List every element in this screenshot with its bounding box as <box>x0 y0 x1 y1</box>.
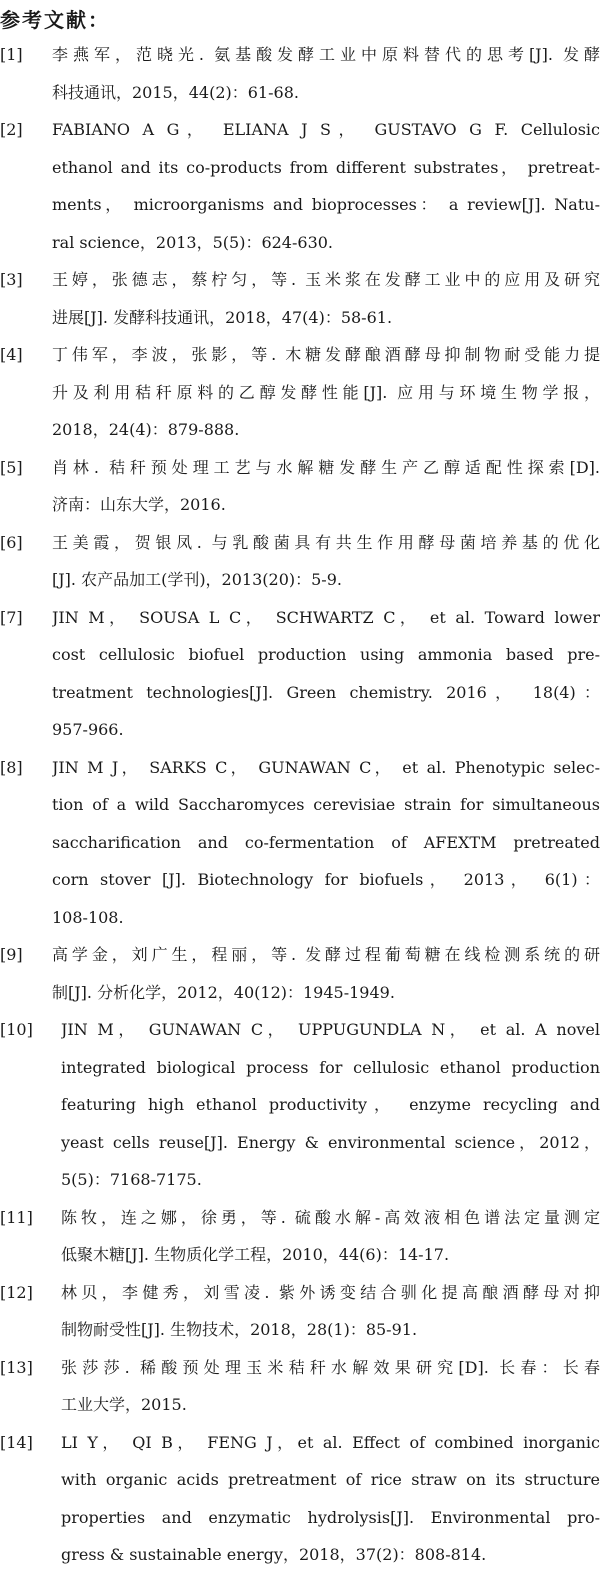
reference-line: 济南：山东大学，2016. <box>52 495 226 514</box>
reference-entry <box>0 1349 600 1424</box>
reference-line: with organic acids pretreatment of rice straw on its structure <box>61 1470 600 1489</box>
reference-line: featuring high ethanol productivity， enzyme recycling and <box>61 1095 600 1114</box>
reference-entry <box>0 1011 600 1199</box>
reference-entry <box>0 36 600 111</box>
reference-entry <box>0 449 600 524</box>
reference-entry <box>0 1199 600 1274</box>
reference-text <box>52 449 600 524</box>
reference-number: [8] <box>0 757 23 777</box>
reference-number: [2] <box>0 120 23 139</box>
reference-number: [14] <box>0 1432 33 1452</box>
reference-line: 科技通讯，2015，44(2)：61-68. <box>52 82 299 102</box>
reference-number: [11] <box>0 1207 33 1227</box>
reference-line: JIN M， GUNAWAN C， UPPUGUNDLA N， et al. A novel <box>61 1020 600 1039</box>
reference-number: [9] <box>0 945 23 964</box>
reference-text <box>52 261 600 336</box>
reference-line: cost cellulosic biofuel production using ammonia based pre- <box>52 645 600 664</box>
reference-line: yeast cells reuse[J]. Energy & environmental science，2012， <box>61 1132 600 1152</box>
reference-line: 陈牧，连之娜，徐勇，等. 硫酸水解-高效液相色谱法定量测定 <box>61 1207 600 1227</box>
reference-line: ral science，2013，5(5)：624-630. <box>52 232 334 252</box>
reference-line: ments， microorganisms and bioprocesses： a review[J]. Natu- <box>52 195 600 214</box>
reference-line: 5(5)：7168-7175. <box>61 1170 202 1189</box>
reference-line: gress & sustainable energy，2018，37(2)：808-814. <box>61 1545 487 1564</box>
reference-line: 2018，24(4)：879-888. <box>52 420 240 439</box>
reference-line: 王婷，张德志，蔡柠匀，等. 玉米浆在发酵工业中的应用及研究 <box>52 270 600 289</box>
reference-entry <box>0 1274 600 1349</box>
reference-entry <box>0 936 600 1011</box>
reference-number: [12] <box>0 1282 33 1302</box>
reference-text <box>52 111 600 261</box>
reference-number: [4] <box>0 345 23 364</box>
reference-line: JIN M J， SARKS C， GUNAWAN C， et al. Phenotypic selec- <box>52 757 600 777</box>
reference-line: properties and enzymatic hydrolysis[J]. Environmental pro- <box>61 1507 600 1527</box>
reference-entry <box>0 261 600 336</box>
reference-line: corn stover [J]. Biotechnology for biofuels， 2013， 6(1)： <box>52 870 600 889</box>
reference-entry <box>0 111 600 261</box>
reference-entry <box>0 336 600 449</box>
reference-number: [1] <box>0 45 23 64</box>
reference-line: 进展[J]. 发酵科技通讯，2018，47(4)：58-61. <box>52 307 393 327</box>
reference-number: [6] <box>0 532 23 552</box>
reference-line: treatment technologies[J]. Green chemistry. 2016， 18(4)： <box>52 682 600 702</box>
reference-text <box>61 1011 600 1199</box>
reference-text <box>61 1349 600 1424</box>
reference-text <box>52 936 600 1011</box>
reference-entry <box>0 1424 600 1574</box>
reference-entry <box>0 749 600 937</box>
reference-line: 李燕军，范晓光. 氨基酸发酵工业中原料替代的思考[J]. 发酵 <box>52 45 600 64</box>
reference-line: LI Y， QI B， FENG J，et al. Effect of combined inorganic <box>61 1432 600 1452</box>
reference-number: [10] <box>0 1020 33 1039</box>
reference-text <box>61 1424 600 1574</box>
reference-line: 108-108. <box>52 907 124 927</box>
reference-line: 工业大学，2015. <box>61 1395 187 1414</box>
reference-text <box>61 1274 600 1349</box>
reference-text <box>52 599 600 749</box>
reference-text <box>52 524 600 599</box>
reference-line: 957-966. <box>52 720 124 739</box>
reference-text <box>61 1199 600 1274</box>
reference-line: 制[J]. 分析化学，2012，40(12)：1945-1949. <box>52 982 395 1002</box>
reference-entry <box>0 599 600 749</box>
references-heading: 参考文献： <box>0 8 110 32</box>
reference-line: 肖林. 秸秆预处理工艺与水解糖发酵生产乙醇适配性探索[D]. <box>52 457 600 477</box>
reference-number: [13] <box>0 1357 33 1377</box>
reference-entry <box>0 524 600 599</box>
reference-line: 丁伟军，李波，张影，等. 木糖发酵酿酒酵母抑制物耐受能力提 <box>52 345 600 364</box>
reference-line: JIN M， SOUSA L C， SCHWARTZ C， et al. Toward lower <box>52 607 600 627</box>
reference-line: 高学金，刘广生，程丽，等. 发酵过程葡萄糖在线检测系统的研 <box>52 945 600 964</box>
reference-line: 王美霞，贺银凤. 与乳酸菌具有共生作用酵母菌培养基的优化 <box>52 532 600 552</box>
reference-line: 制物耐受性[J]. 生物技术，2018，28(1)：85-91. <box>61 1320 418 1339</box>
reference-line: ethanol and its co-products from different substrates， pretreat- <box>52 157 600 177</box>
reference-line: 升及利用秸秆原料的乙醇发酵性能[J]. 应用与环境生物学报， <box>52 382 600 402</box>
reference-number: [3] <box>0 270 23 289</box>
reference-line: [J]. 农产品加工(学刊)，2013(20)：5-9. <box>52 570 342 589</box>
reference-text <box>52 36 600 111</box>
reference-line: FABIANO A G， ELIANA J S， GUSTAVO G F. Cellulosic <box>52 120 600 139</box>
reference-line: 张莎莎. 稀酸预处理玉米秸秆水解效果研究[D]. 长春：长春 <box>61 1357 600 1377</box>
reference-number: [5] <box>0 457 23 477</box>
reference-line: 林贝，李健秀，刘雪凌. 紫外诱变结合驯化提高酿酒酵母对抑 <box>61 1282 600 1302</box>
reference-text <box>52 749 600 937</box>
reference-number: [7] <box>0 607 23 627</box>
reference-line: 低聚木糖[J]. 生物质化学工程，2010，44(6)：14-17. <box>61 1245 450 1264</box>
reference-line: saccharification and co-fermentation of AFEXTM pretreated <box>52 832 600 852</box>
reference-list <box>0 36 600 1574</box>
reference-line: tion of a wild Saccharomyces cerevisiae strain for simultaneous <box>52 795 600 814</box>
reference-line: integrated biological process for cellulosic ethanol production <box>61 1057 600 1077</box>
reference-text <box>52 336 600 449</box>
